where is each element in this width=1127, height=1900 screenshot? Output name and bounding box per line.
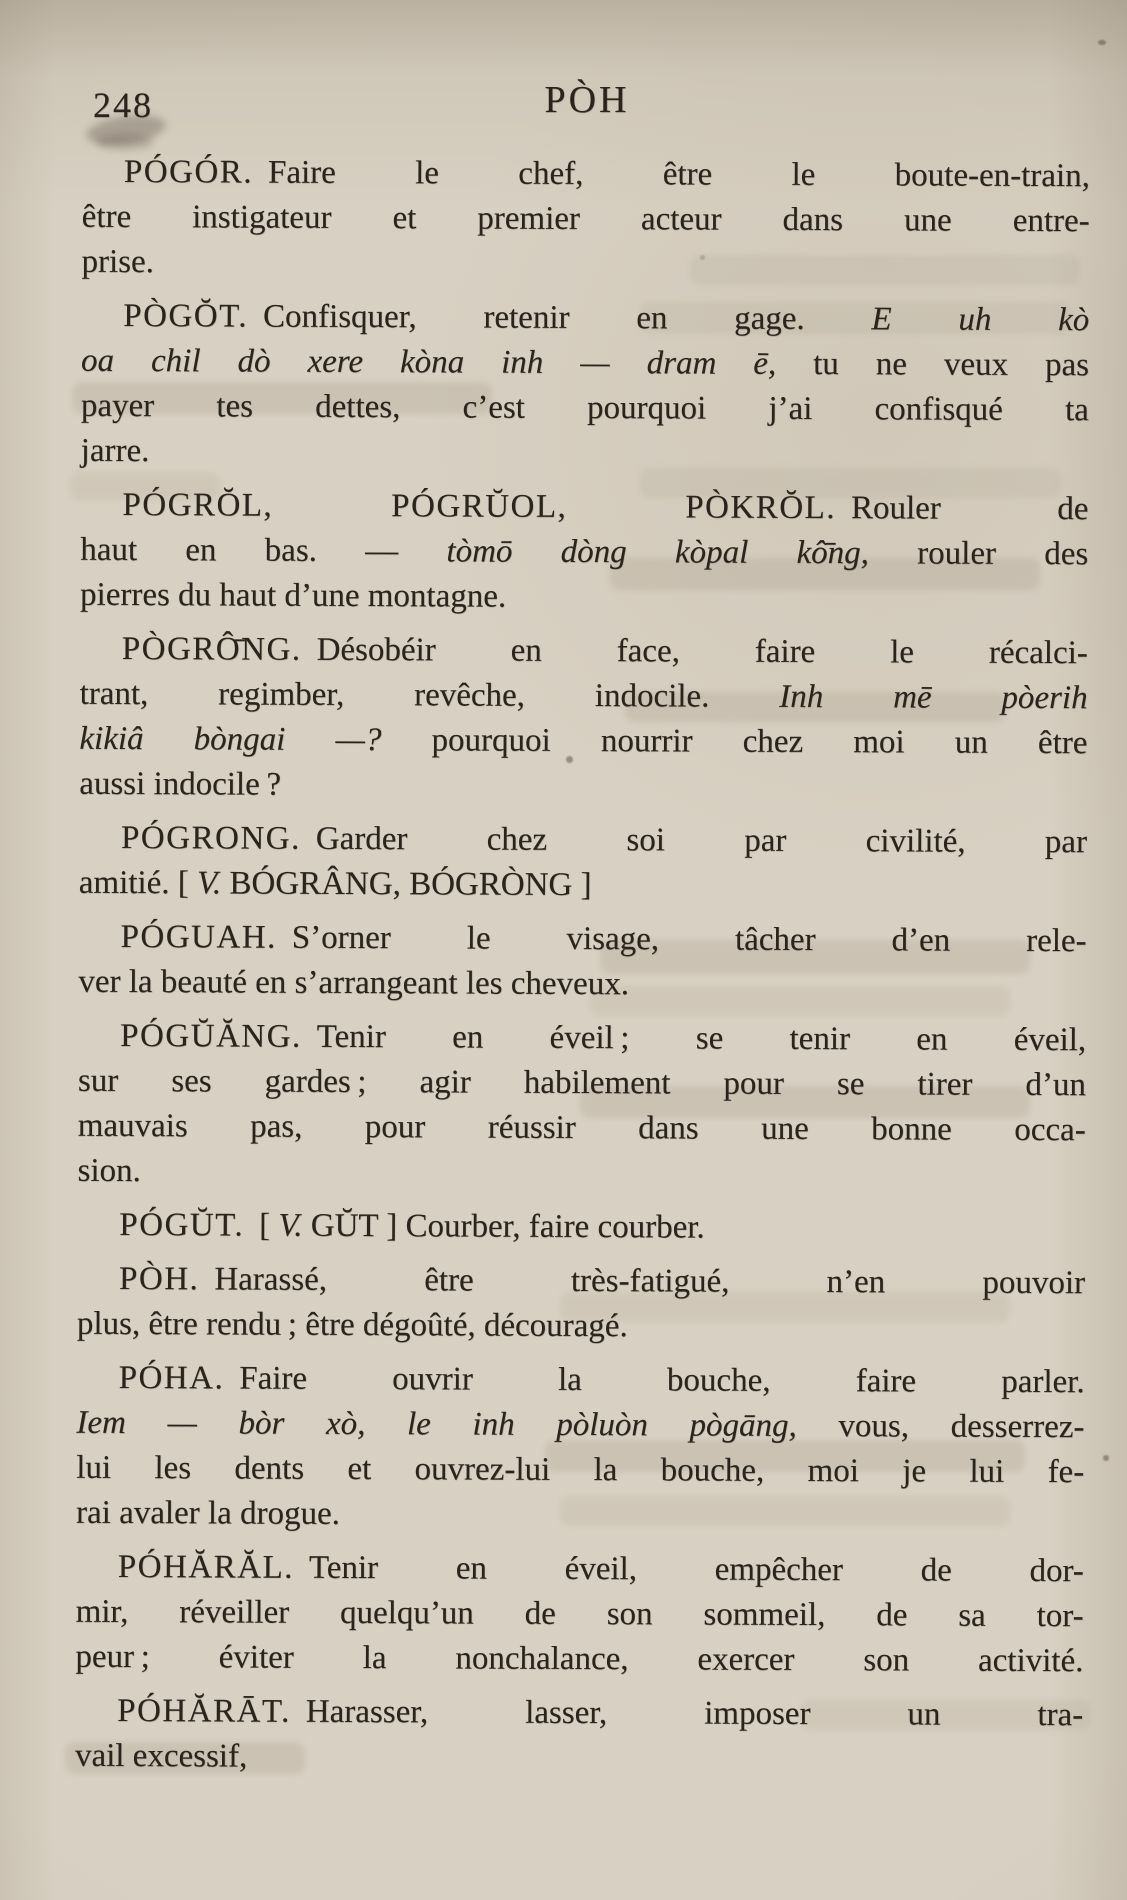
- dictionary-entry: [81, 294, 1090, 478]
- dictionary-entry: [77, 1257, 1085, 1351]
- entry-headword: PÓGRONG.: [120, 819, 301, 857]
- entry-text: sur ses gardes ; agir habilement pour se tirer d’un: [77, 1062, 1087, 1104]
- running-head: PÒH: [544, 79, 630, 121]
- text-line: [77, 1149, 1085, 1198]
- text-line: [81, 339, 1089, 388]
- entry-text: E uh kò: [871, 301, 1090, 339]
- entry-headword: PÓGŬĂNG.: [120, 1017, 302, 1055]
- entry-text: Tenir en éveil ; se tenir en éveil,: [316, 1018, 1087, 1059]
- entry-text: mauvais pas, pour réussir dans une bonne occa-: [77, 1107, 1086, 1149]
- dictionary-entry: [77, 1203, 1085, 1252]
- text-line: [76, 1590, 1084, 1639]
- entry-text: tu ne veux pas: [776, 345, 1090, 384]
- dictionary-entry: [75, 1545, 1084, 1684]
- text-line: [78, 915, 1086, 964]
- text-line: [80, 672, 1088, 721]
- page-number: 248: [93, 85, 153, 125]
- paper-speck: [1098, 40, 1106, 45]
- entry-headword: PÓGŬT.: [119, 1206, 245, 1244]
- entry-text: rai avaler la drogue.: [75, 1494, 340, 1532]
- text-line: [75, 1734, 1083, 1783]
- entry-text: kikiâ bòngai —?: [79, 720, 382, 759]
- dictionary-entry: [80, 483, 1089, 622]
- entry-text: payer tes dettes, c’est pourquoi j’ai confisqué ta: [80, 387, 1089, 429]
- entry-headword: PÓHĂRĀT.: [117, 1692, 291, 1730]
- entry-text: lui les dents et ouvrez-lui la bouche, moi je lui fe-: [76, 1449, 1085, 1491]
- entry-text: tòmō dòng kòpal kô̄ng,: [446, 533, 870, 572]
- entry-text: jarre.: [80, 432, 150, 470]
- text-line: [79, 861, 1087, 910]
- entry-headword: PÒH.: [118, 1260, 200, 1298]
- entry-text: Harasser, lasser, imposer un tra-: [305, 1693, 1084, 1734]
- entry-text: plus, être rendu ; être dégoûté, découragé.: [76, 1305, 628, 1345]
- text-line: [80, 573, 1088, 622]
- text-line: [81, 429, 1089, 478]
- entry-text: être instigateur et premier acteur dans une entre-: [81, 198, 1090, 240]
- entry-text: Harassé, être très-fatigué, n’en pouvoir: [214, 1261, 1086, 1302]
- entry-text: V.: [278, 1207, 303, 1244]
- entry-text: vous, desserrez-: [796, 1407, 1085, 1446]
- entry-headword: PÓGÓR.: [123, 153, 254, 191]
- entry-headword: PÓGUAH.: [120, 918, 277, 956]
- entry-text: peur ; éviter la nonchalance, exercer son activité.: [75, 1638, 1084, 1680]
- entry-text: Inh mē pòerih: [779, 678, 1088, 717]
- text-line: [77, 1203, 1085, 1252]
- text-line: [77, 1356, 1085, 1405]
- dictionary-entry: [78, 915, 1086, 1009]
- text-line: [77, 1302, 1085, 1351]
- entry-text: amitié. [: [78, 864, 198, 902]
- text-line: [82, 150, 1090, 199]
- dictionary-entry: [77, 1014, 1086, 1198]
- entry-text: S’orner le visage, tâcher d’en rele-: [291, 919, 1087, 960]
- text-line: [80, 528, 1088, 577]
- text-line: [77, 1257, 1085, 1306]
- entry-text: GŬT ] Courber, faire courber.: [302, 1207, 705, 1246]
- dictionary-text-block: [75, 150, 1090, 1792]
- entry-text: ver la beauté en s’arrangeant les cheveux.: [78, 963, 630, 1003]
- entry-headword: PÓHĂRĂL.: [117, 1548, 295, 1586]
- text-line: [82, 195, 1090, 244]
- entry-text: vail excessif,: [74, 1737, 248, 1775]
- entry-text: aussi indocile ?: [79, 765, 282, 803]
- entry-text: V.: [196, 865, 222, 902]
- text-line: [81, 384, 1089, 433]
- entry-text: trant, regimber, revêche, indocile.: [79, 675, 780, 715]
- dictionary-entry: [81, 150, 1090, 289]
- entry-text: haut en bas. —: [80, 531, 447, 570]
- entry-text: oa chil dò xere kòna inh — dram ē,: [81, 342, 777, 382]
- entry-text: Désobéir en face, faire le récalci-: [316, 631, 1088, 672]
- text-line: [75, 1689, 1083, 1738]
- dictionary-entry: [79, 627, 1088, 811]
- text-line: [76, 1446, 1084, 1495]
- text-line: [79, 717, 1087, 766]
- entry-text: Rouler de: [850, 490, 1089, 528]
- paper-speck: [1103, 1455, 1109, 1461]
- entry-text: mir, réveiller quelqu’un de son sommeil, de sa tor-: [75, 1593, 1084, 1635]
- entry-text: prise.: [81, 243, 155, 281]
- text-line: [78, 1059, 1086, 1108]
- entry-headword: PÒGŎT.: [123, 297, 249, 335]
- entry-text: Confisquer, retenir en gage.: [263, 298, 872, 338]
- entry-text: BÓGRÂNG, BÓGRÒNG ]: [221, 865, 592, 904]
- text-line: [78, 1104, 1086, 1153]
- entry-headword: PÒGRÔ̄NG.: [121, 630, 302, 668]
- entry-text: Garder chez soi par civilité, par: [315, 820, 1088, 861]
- text-line: [79, 762, 1087, 811]
- entry-text: Faire ouvrir la bouche, faire parler.: [239, 1360, 1085, 1401]
- entry-text: Tenir en éveil, empêcher de dor-: [308, 1549, 1084, 1590]
- entry-text: Iem — bòr xò, le inh pòluòn pògāng,: [76, 1404, 797, 1444]
- text-line: [81, 240, 1089, 289]
- text-line: [78, 1014, 1086, 1063]
- entry-text: rouler des: [868, 535, 1089, 573]
- text-line: [80, 627, 1088, 676]
- text-line: [78, 960, 1086, 1009]
- entry-text: Faire le chef, être le boute-en-train,: [267, 154, 1090, 195]
- entry-text: pierres du haut d’une montagne.: [79, 576, 507, 615]
- text-line: [80, 483, 1088, 532]
- ink-smudge: [96, 134, 154, 150]
- text-line: [76, 1401, 1084, 1450]
- text-line: [79, 816, 1087, 865]
- text-line: [81, 294, 1089, 343]
- entry-text: sion.: [77, 1152, 141, 1190]
- text-line: [76, 1491, 1084, 1540]
- text-line: [76, 1545, 1084, 1594]
- dictionary-entry: [79, 816, 1087, 910]
- entry-text: pourquoi nourrir chez moi un être: [381, 722, 1088, 762]
- entry-headword: PÓGRŎL, PÓGRŬOL, PÒKRŎL.: [122, 486, 837, 527]
- dictionary-entry: [76, 1356, 1085, 1540]
- entry-text: [: [259, 1207, 279, 1244]
- dictionary-entry: [75, 1689, 1083, 1783]
- entry-headword: PÓHA.: [118, 1359, 225, 1397]
- text-line: [75, 1635, 1083, 1684]
